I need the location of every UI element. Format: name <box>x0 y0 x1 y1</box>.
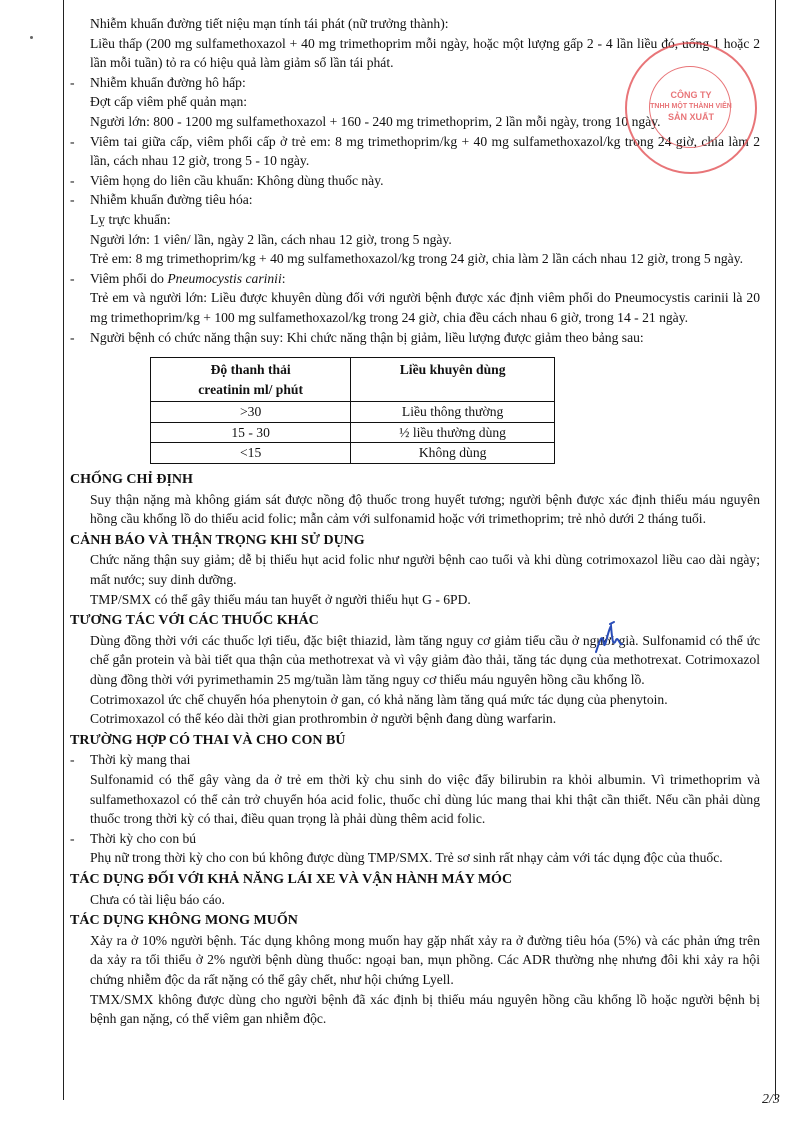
stamp-text: SẢN XUẤT <box>667 112 714 122</box>
bullet-gastro <box>70 190 760 268</box>
intro-dose: Liều thấp (200 mg sulfamethoxazol + 40 mg trimethoprim mỗi ngày, hoặc một lượng gấp 2 - 4 lần liều đó, uống 1 hoặc 2 lần mỗi tuần) tỏ ra có hiệu quả làm giảm số lần tái phát. <box>90 35 760 71</box>
bullet-renal <box>70 328 760 348</box>
table-header-row <box>151 358 555 402</box>
renal-dose-table <box>150 357 555 464</box>
warnings-text: Chức năng thận suy giảm; dễ bị thiếu hụt acid folic như người bệnh cao tuổi và khi dùng cotrimoxazol liều cao dài ngày; mất nước; suy dinh dưỡng. <box>90 552 760 588</box>
bullet-text: Nhiễm khuẩn đường hô hấp: <box>90 74 246 90</box>
section-title-driving: TÁC DỤNG ĐỐI VỚI KHẢ NĂNG LÁI XE VÀ VẬN HÀNH MÁY MÓC <box>70 871 513 887</box>
page-number: 2/3 <box>762 1092 780 1107</box>
bullet-sub: Trẻ em và người lớn: Liều được khuyên dùng đối với người bệnh được xác định viêm phổi do Pneumocystis carinii là 20 mg trimethoprim/kg + 100 mg sulfamethoxazol/kg trong 24 giờ, chia đều cách nhau 6 giờ, trong 14 - 21 ngày. <box>90 290 760 325</box>
table-cell: >30 <box>151 402 351 423</box>
bullet-lactation <box>70 829 760 868</box>
dash: - <box>70 133 75 149</box>
table-header-dose: Liều khuyên dùng <box>351 358 555 402</box>
bullet-text: Nhiễm khuẩn đường tiêu hóa: <box>90 192 253 208</box>
bullet-sub: Lỵ trực khuẩn: <box>90 211 171 227</box>
bullet-pharyngitis <box>70 171 760 191</box>
bullet-sub: Đợt cấp viêm phế quản mạn: <box>90 94 248 110</box>
warnings-text: TMP/SMX có thể gây thiếu máu tan huyết ở người thiếu hụt G - 6PD. <box>90 591 471 607</box>
dash: - <box>70 752 75 768</box>
text-prefix: Viêm phổi do <box>90 270 168 286</box>
table-cell: Không dùng <box>351 443 555 464</box>
header-line: creatinin ml/ phút <box>198 381 303 397</box>
header-line: Độ thanh thải <box>210 362 291 378</box>
table-header-clearance <box>151 358 351 402</box>
bullet-sub: Trẻ em: 8 mg trimethoprim/kg + 40 mg sulfamethoxazol/kg trong 24 giờ, chia làm 2 lần cách nhau 12 giờ, trong 5 ngày. <box>90 251 744 267</box>
table-row <box>151 422 555 443</box>
bullet-text: Viêm tai giữa cấp, viêm phổi cấp ở trẻ em: 8 mg trimethoprim/kg + 40 mg sulfamethoxazol/kg trong 24 giờ, chia làm 2 lần, cách nhau 12 giờ, trong 5 - 10 ngày. <box>90 133 760 169</box>
adverse-text: Xảy ra ở 10% người bệnh. Tác dụng không mong muốn hay gặp nhất xảy ra ở đường tiêu hóa (5%) và các phản ứng trên da xảy ra tối thiểu ở 2% người bệnh dùng thuốc: ngoại ban, mụn phồng. Các ADR thường nhẹ nhưng đôi khi xảy ra hội chứng nhiễm độc da rất nặng có thể gây chết, như hội chứng Lyell. <box>90 932 760 987</box>
table-cell: 15 - 30 <box>151 422 351 443</box>
bullet-pneumocystis <box>70 269 760 328</box>
text-suffix: : <box>281 270 286 286</box>
section-title-contraindications: CHỐNG CHỈ ĐỊNH <box>70 472 193 488</box>
adverse-text: TMX/SMX không được dùng cho người bệnh đã xác định bị thiếu máu nguyên hồng cầu khổng lồ hoặc người bệnh bị bệnh gan nặng, có thể viêm gan nhiễm độc. <box>90 991 760 1027</box>
table-row <box>151 443 555 464</box>
dash: - <box>70 192 75 208</box>
stamp-text: CÔNG TY <box>670 90 712 100</box>
section-title-pregnancy: TRƯỜNG HỢP CÓ THAI VÀ CHO CON BÚ <box>70 732 346 748</box>
dash: - <box>70 830 75 846</box>
left-margin-line <box>63 0 64 1100</box>
bullet-text: Thời kỳ cho con bú <box>90 830 197 846</box>
bullet-text: Viêm họng do liên cầu khuẩn: Không dùng thuốc này. <box>90 172 384 188</box>
bullet-sub: Người lớn: 1 viên/ lần, ngày 2 lần, cách nhau 12 giờ, trong 5 ngày. <box>90 231 452 247</box>
driving-text: Chưa có tài liệu báo cáo. <box>90 891 225 907</box>
intro-heading: Nhiễm khuẩn đường tiết niệu mạn tính tái phát (nữ trưởng thành): <box>90 16 449 31</box>
contraindications-text: Suy thận nặng mà không giám sát được nồng độ thuốc trong huyết tương; người bệnh được xác định thiếu máu nguyên hồng cầu khổng lồ do thiếu acid folic; mẫn cảm với sulfonamid hoặc với trimethoprim; trẻ nhỏ dưới 2 tháng tuổi. <box>90 491 760 527</box>
dash: - <box>70 329 75 345</box>
bullet-text: Người bệnh có chức năng thận suy: Khi chức năng thận bị giảm, liều lượng được giảm theo bảng sau: <box>90 329 644 345</box>
dash: - <box>70 172 75 188</box>
table-cell: ½ liều thường dùng <box>351 422 555 443</box>
stamp-text: TNHH MỘT THÀNH VIÊN <box>650 103 732 110</box>
section-title-warnings: CẢNH BÁO VÀ THẬN TRỌNG KHI SỬ DỤNG <box>70 532 365 548</box>
bullet-sub: Sulfonamid có thể gây vàng da ở trẻ em thời kỳ chu sinh do việc đẩy bilirubin ra khỏi albumin. Vì trimethoprim và sulfamethoxazol có thể cản trở chuyển hóa acid folic, thuốc chỉ dùng lúc mang thai khi thật cần thiết. Nếu cần phải dùng thuốc trong thời kỳ có thai, điều quan trọng là phải dùng thêm acid folic. <box>90 771 760 827</box>
bullet-text: Thời kỳ mang thai <box>90 752 191 768</box>
interactions-text: Cotrimoxazol ức chế chuyển hóa phenytoin ở gan, có khả năng làm tăng quá mức tác dụng của phenytoin. <box>90 691 668 707</box>
italic-species: Pneumocystis carinii <box>167 270 282 286</box>
right-margin-line <box>775 0 776 1100</box>
bullet-sub: Phụ nữ trong thời kỳ cho con bú không được dùng TMP/SMX. Trẻ sơ sinh rất nhạy cảm với tác dụng độc của thuốc. <box>90 850 723 866</box>
table-row <box>151 402 555 423</box>
dash: - <box>70 74 75 90</box>
signature-mark <box>592 620 626 660</box>
section-title-interactions: TƯƠNG TÁC VỚI CÁC THUỐC KHÁC <box>70 613 319 629</box>
table-cell: Liều thông thường <box>351 402 555 423</box>
company-stamp <box>625 42 757 174</box>
dash: - <box>70 270 75 286</box>
interactions-text: Cotrimoxazol có thể kéo dài thời gian prothrombin ở người bệnh đang dùng warfarin. <box>90 711 557 727</box>
interactions-text: Dùng đồng thời với các thuốc lợi tiểu, đặc biệt thiazid, làm tăng nguy cơ giảm tiểu cầu ở người già. Sulfonamid có thể ức chế gắn protein và bài tiết qua thận của methotrexat và vì vậy giảm đào thải, tăng tác dụng của methotrexat. Cotrimoxazol dùng đồng thời với pyrimethamin 25 mg/tuần làm tăng nguy cơ thiếu máu nguyên hồng cầu khổng lồ. <box>90 632 760 687</box>
bullet-sub: Người lớn: 800 - 1200 mg sulfamethoxazol + 160 - 240 mg trimethoprim, 2 lần mỗi ngày, trong 10 ngày. <box>90 113 661 129</box>
bullet-text <box>90 269 760 289</box>
document-body <box>70 14 760 1029</box>
section-title-adverse: TÁC DỤNG KHÔNG MONG MUỐN <box>70 913 298 929</box>
bullet-pregnancy <box>70 750 760 828</box>
scan-dot <box>30 36 33 39</box>
table-cell: <15 <box>151 443 351 464</box>
